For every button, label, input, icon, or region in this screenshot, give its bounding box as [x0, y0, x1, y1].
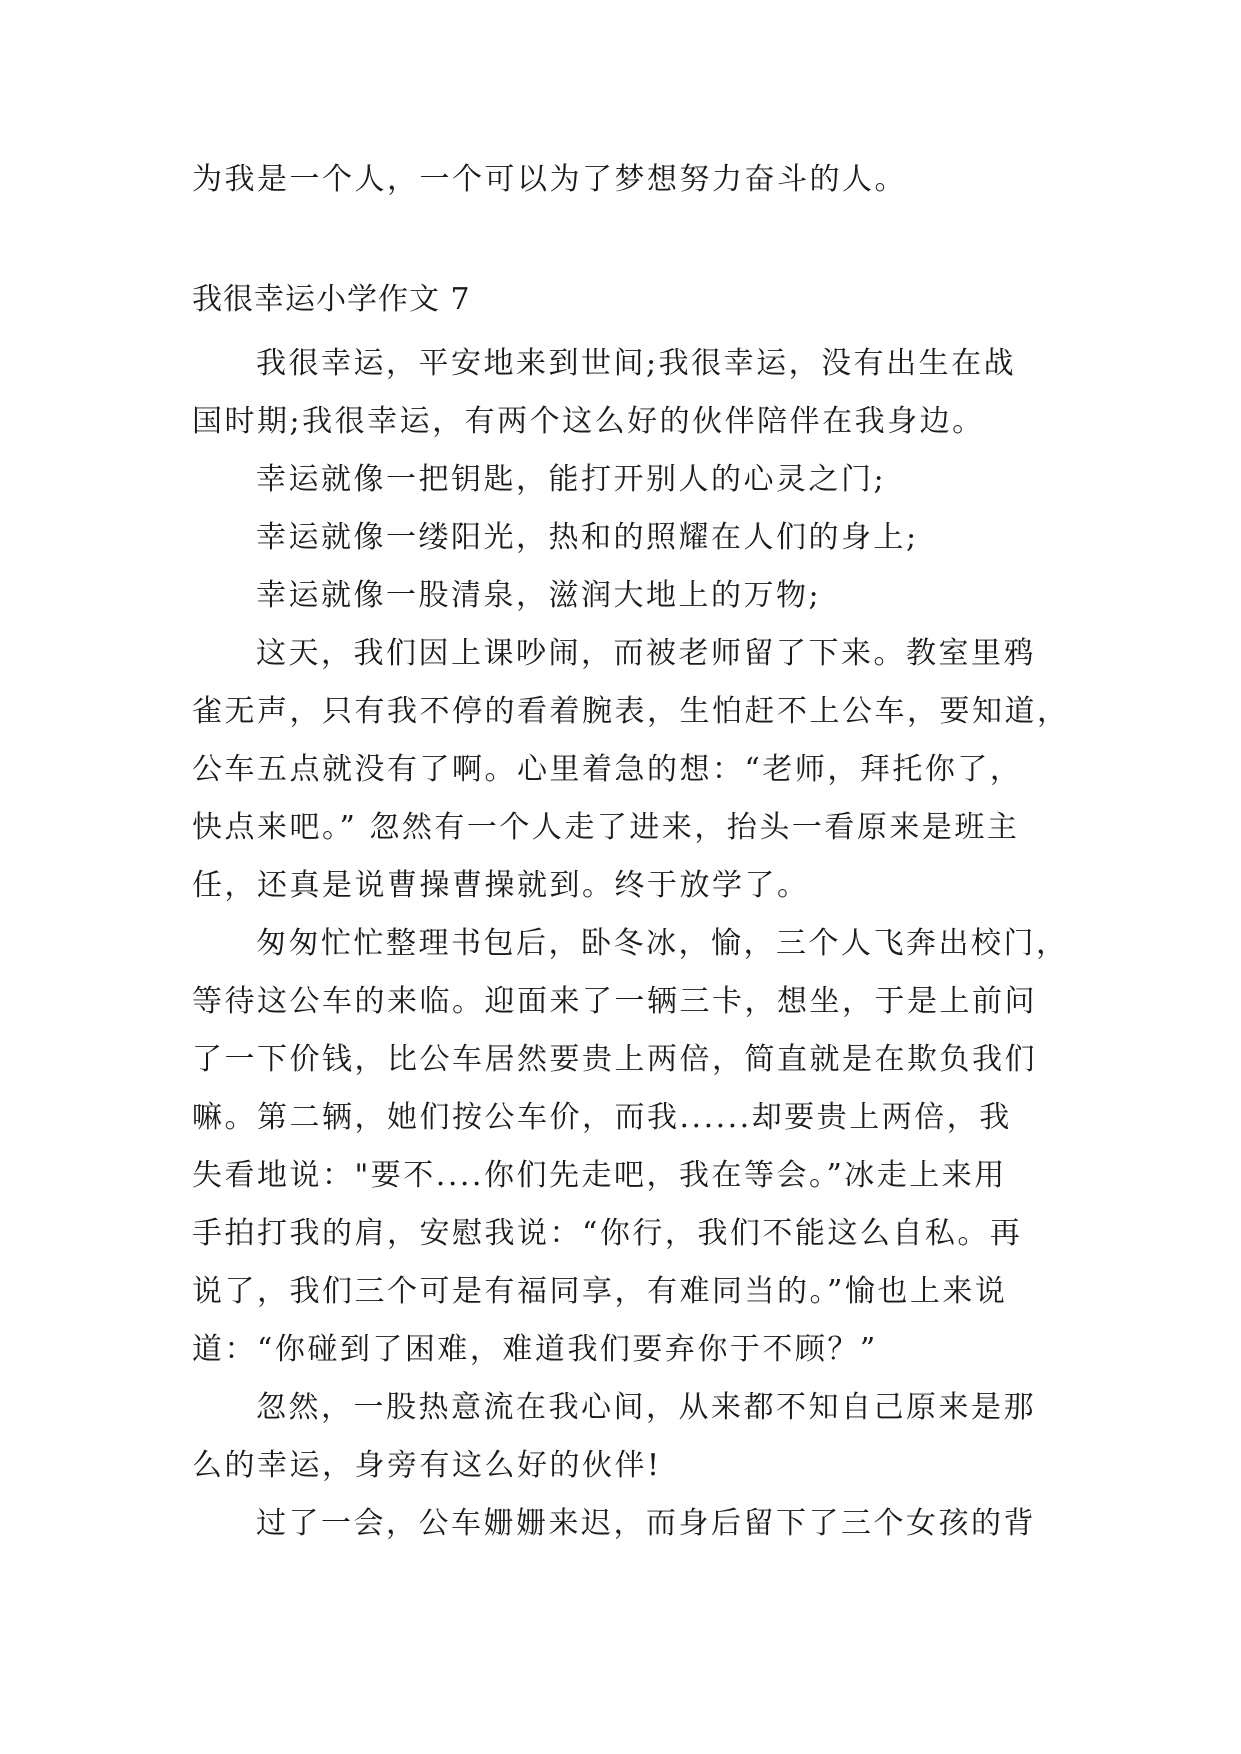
paragraph-line: 了一下价钱，比公车居然要贵上两倍，简直就是在欺负我们 [192, 1042, 1037, 1077]
paragraph-line: 国时期;我很幸运，有两个这么好的伙伴陪伴在我身边。 [192, 404, 985, 439]
paragraph-line: 幸运就像一股清泉，滋润大地上的万物; [256, 578, 822, 613]
text-line: 为我是一个人，一个可以为了梦想努力奋斗的人。 [192, 162, 907, 197]
paragraph-line: 幸运就像一把钥匙，能打开别人的心灵之门; [256, 462, 887, 497]
paragraph-line: 公车五点就没有了啊。心里着急的想：“老师，拜托你了， [192, 752, 1023, 787]
paragraph-line: 任，还真是说曹操曹操就到。终于放学了。 [192, 868, 810, 903]
paragraph-line: 嘛。第二辆，她们按公车价，而我......却要贵上两倍，我 [192, 1100, 1012, 1135]
paragraph-line: 忽然，一股热意流在我心间，从来都不知自己原来是那 [256, 1390, 1036, 1425]
paragraph-line: 快点来吧。” 忽然有一个人走了进来，抬头一看原来是班主 [192, 810, 1020, 845]
paragraph-line: 等待这公车的来临。迎面来了一辆三卡，想坐，于是上前问 [192, 984, 1037, 1019]
paragraph-line: 说了，我们三个可是有福同享，有难同当的。”愉也上来说 [192, 1274, 1008, 1309]
paragraph-line: 么的幸运，身旁有这么好的伙伴! [192, 1448, 662, 1483]
paragraph-line: 雀无声，只有我不停的看着腕表，生怕赶不上公车，要知道， [192, 694, 1070, 729]
paragraph-line: 道：“你碰到了困难，难道我们要弃你于不顾？” [192, 1332, 878, 1367]
paragraph-line: 过了一会，公车姗姗来迟，而身后留下了三个女孩的背 [256, 1506, 1036, 1541]
paragraph-line: 这天，我们因上课吵闹，而被老师留了下来。教室里鸦 [256, 636, 1036, 671]
paragraph-line: 失看地说："要不....你们先走吧，我在等会。”冰走上来用 [192, 1158, 1007, 1193]
paragraph-line: 手拍打我的肩，安慰我说：“你行，我们不能这么自私。再 [192, 1216, 1023, 1251]
essay-title: 我很幸运小学作文 7 [192, 282, 471, 317]
paragraph-line: 我很幸运，平安地来到世间;我很幸运，没有出生在战 [256, 346, 1017, 381]
paragraph-line: 幸运就像一缕阳光，热和的照耀在人们的身上; [256, 520, 919, 555]
paragraph-line: 匆匆忙忙整理书包后，卧冬冰，愉，三个人飞奔出校门， [256, 926, 1069, 961]
